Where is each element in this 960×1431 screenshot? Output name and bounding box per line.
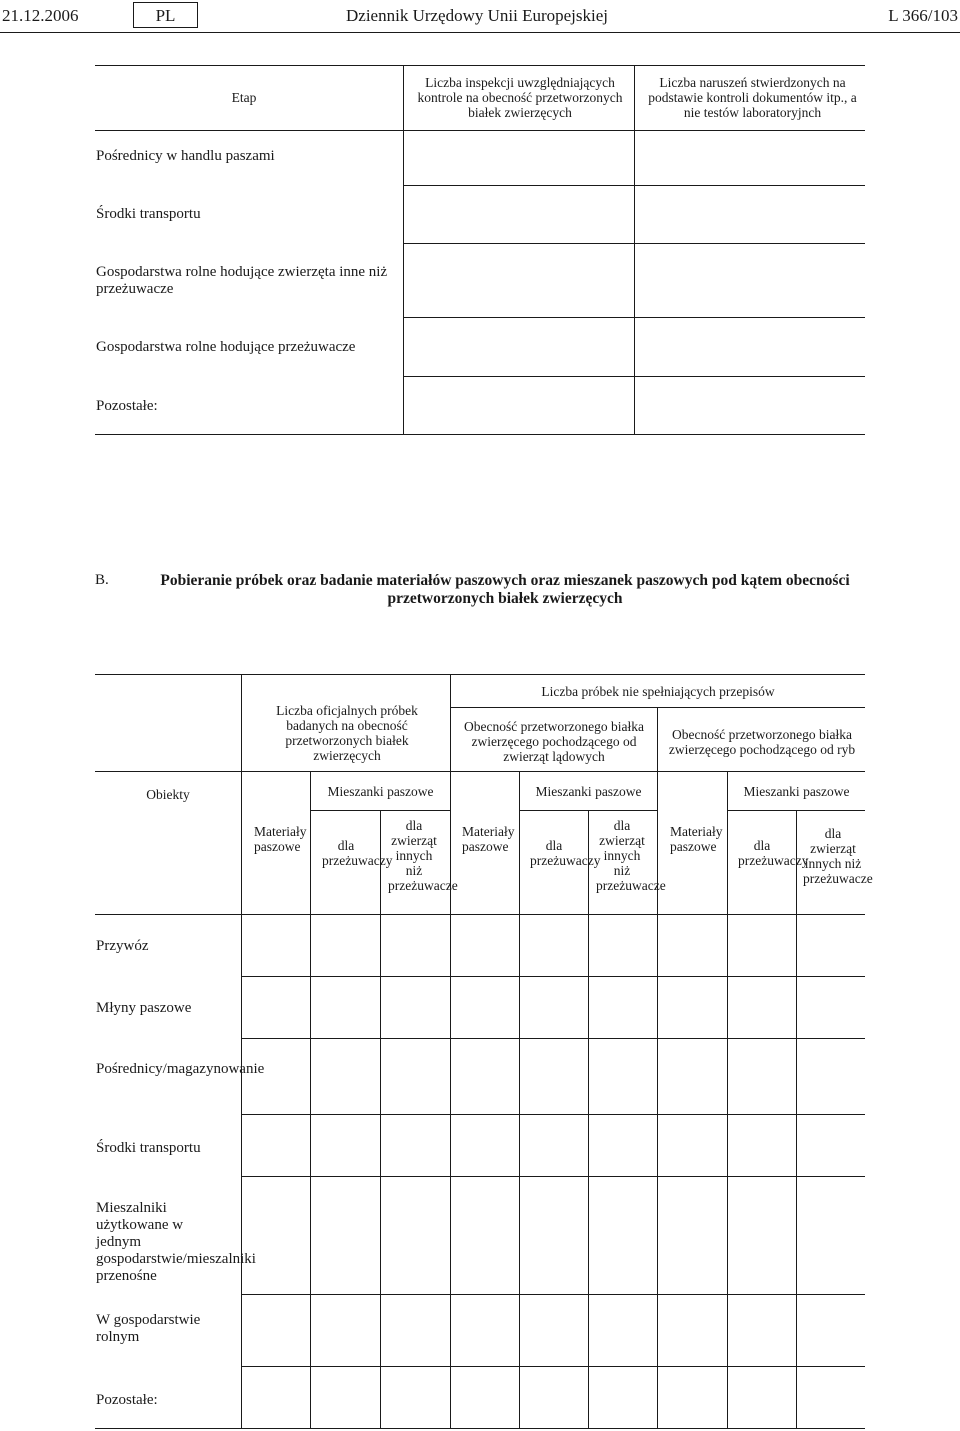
table-b-col-divider — [519, 771, 520, 1428]
table-a-row-label: Gospodarstwa rolne hodujące zwierzęta inne niż przeżuwacze — [96, 264, 388, 297]
table-b-row-label: Pozostałe: — [96, 1392, 158, 1408]
table-a-header-etap: Etap — [231, 90, 257, 105]
table-b-top-border — [95, 674, 865, 675]
table-b-subheader-feed-materials: Materiały paszowe — [254, 824, 307, 854]
table-b-header-mixed-feed: Mieszanki paszowe — [743, 784, 850, 799]
table-b-subheader-non-ruminants: dla zwierząt innych niż przeżuwacze — [803, 826, 873, 886]
table-b-col-divider — [657, 707, 658, 1428]
table-a-row-label: Gospodarstwa rolne hodujące przeżuwacze — [96, 339, 356, 355]
table-b-header-mixed-feed: Mieszanki paszowe — [535, 784, 642, 799]
table-b-row-divider — [242, 1366, 865, 1367]
table-b-col-divider — [310, 771, 311, 1428]
table-a-row-label: Pośrednicy w handlu paszami — [96, 148, 275, 164]
table-b-subheader-non-ruminants: dla zwierząt innych niż przeżuwacze — [388, 818, 458, 893]
table-b-header-fish: Obecność przetworzonego białka zwierzęcego pochodzącego od ryb — [668, 727, 856, 757]
table-a-col-divider — [634, 65, 635, 434]
table-b-row-label: Środki transportu — [96, 1140, 201, 1156]
header-rule — [0, 32, 960, 33]
table-b-header-land-animals: Obecność przetworzonego białka zwierzęcego pochodzącego od zwierząt lądowych — [464, 719, 644, 764]
table-b-row-divider — [242, 1038, 865, 1039]
table-b-header-divider — [95, 771, 865, 772]
table-b-header-divider — [451, 707, 865, 708]
table-b-col-divider — [588, 810, 589, 1428]
table-b-row-label: Przywóz — [96, 938, 149, 954]
table-b-subheader-non-ruminants: dla zwierząt innych niż przeżuwacze — [596, 818, 666, 893]
header-lang: PL — [155, 6, 176, 25]
table-b-bottom-border — [95, 1428, 865, 1429]
table-b-row-label: W gospodarstwie rolnym — [96, 1312, 201, 1345]
table-b-row-divider — [242, 1114, 865, 1115]
table-b-header-bottom — [95, 914, 865, 915]
table-b-subheader-feed-materials: Materiały paszowe — [670, 824, 723, 854]
section-b-title: Pobieranie próbek oraz badanie materiałów paszowych oraz mieszanek paszowych pod kątem obecności przetworzonych białek zwierzęcych — [160, 572, 850, 607]
table-b-row-divider — [242, 1294, 865, 1295]
header-page-ref: L 366/103 — [888, 6, 958, 25]
table-b-row-label: Mieszalniki użytkowane w jednym gospodarstwie/mieszalniki przenośne — [96, 1200, 256, 1284]
table-a-row-label: Środki transportu — [96, 206, 201, 222]
table-b-col-divider — [796, 810, 797, 1428]
table-b-col-divider — [241, 674, 242, 1428]
table-b-subheader-feed-materials: Materiały paszowe — [462, 824, 515, 854]
header-journal-title: Dziennik Urzędowy Unii Europejskiej — [346, 6, 609, 25]
table-b-subheader-ruminants: dla przeżuwaczy — [738, 838, 809, 868]
table-b-col-divider — [727, 771, 728, 1428]
table-b-row-divider — [242, 976, 865, 977]
table-b-subheader-ruminants: dla przeżuwaczy — [322, 838, 393, 868]
table-b-header-mixed-feed: Mieszanki paszowe — [327, 784, 434, 799]
table-a-bottom-border — [95, 434, 865, 435]
table-b-row-label: Młyny paszowe — [96, 1000, 192, 1016]
table-a-top-border — [95, 65, 865, 66]
table-b-col-divider — [380, 810, 381, 1428]
table-a-header-divider — [95, 130, 865, 131]
table-b-header-noncompliant: Liczba próbek nie spełniających przepisów — [541, 684, 775, 699]
table-b-row-label: Pośrednicy/magazynowanie — [96, 1061, 265, 1077]
table-a-row-label: Pozostałe: — [96, 398, 158, 414]
section-b-letter: B. — [95, 572, 109, 588]
header-date: 21.12.2006 — [2, 6, 79, 25]
table-b-header-obiekty: Obiekty — [146, 787, 190, 802]
table-b-col-divider — [450, 674, 451, 1428]
table-b-row-divider — [242, 1176, 865, 1177]
table-b-header-official-samples: Liczba oficjalnych próbek badanych na obecność przetworzonych białek zwierzęcych — [276, 703, 418, 763]
table-b-subheader-ruminants: dla przeżuwaczy — [530, 838, 601, 868]
table-a-col-divider — [403, 65, 404, 434]
table-a-header-inspections: Liczba inspekcji uwzględniających kontrole na obecność przetworzonych białek zwierzęcych — [417, 75, 623, 120]
table-a-header-violations: Liczba naruszeń stwierdzonych na podstawie kontroli dokumentów itp., a nie testów laboratoryjnch — [648, 75, 857, 120]
